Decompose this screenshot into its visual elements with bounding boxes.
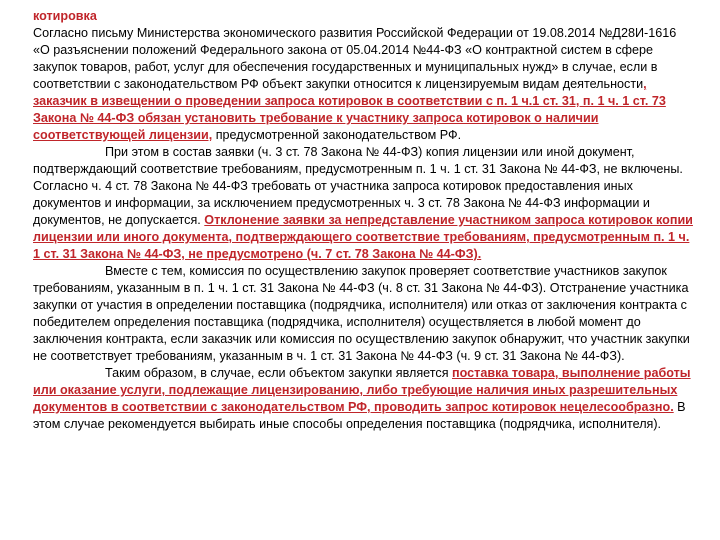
paragraph-tail: предусмотренной законодательством РФ. — [212, 128, 462, 142]
section-heading: котировка — [33, 9, 97, 23]
paragraph-commission-check — [33, 263, 693, 365]
document-body — [33, 8, 693, 433]
paragraph-text: При этом в состав заявки (ч. 3 ст. 78 Закона № 44-ФЗ) копия лицензии или иной документ, подтверждающий соответствие требованиям, предусмотренным п. 1 ч. 1 ст. 31 Закона № 44-ФЗ, не включены. Согласно ч. 4 ст. 78 Закона № 44-ФЗ требовать от участника запроса котировок предоставления иных документов и информации, за исключением предусмотренных ч. 3 ст. 78 Закона № 44-ФЗ информации и документов, не допускается. — [33, 145, 683, 227]
highlighted-requirement: , заказчик в извещении о проведении запроса котировок в соответствии с п. 1 ч.1 ст. 31, п. 1 ч. 1 ст. 73 Закона № 44-ФЗ обязан установить требование к участнику запроса котировок о наличии соответствующей лицензии, — [33, 77, 666, 142]
paragraph-tail: В этом случае рекомендуется выбирать иные способы определения поставщика (подрядчика, исполнителя). — [33, 400, 686, 431]
paragraph-application-contents — [33, 144, 693, 263]
paragraph-text: Вместе с тем, комиссия по осуществлению закупок проверяет соответствие участников закупок требованиям, указанным в п. 1 ч. 1 ст. 31 Закона № 44-ФЗ (ч. 8 ст. 31 Закона № 44-ФЗ). Отстранение участника закупки от участия в определении поставщика (подрядчика, исполнителя) или отказ от заключения контракта с победителем определения поставщика (подрядчика, исполнителя) осуществляется в любой момент до заключения контракта, если заказчик или комиссия по осуществлению закупок обнаружит, что участник закупки не соответствует требованиям, указанным в ч. 1 ст. 31 Закона № 44-ФЗ (ч. 9 ст. 31 Закона № 44-ФЗ). — [33, 264, 690, 363]
highlighted-rejection-rule: Отклонение заявки за непредставление участником запроса котировок копии лицензии или иного документа, подтверждающего соответствие требованиям, предусмотренным п. 1 ч. 1 ст. 31 Закона № 44-ФЗ, не предусмотрено (ч. 7 ст. 78 Закона № 44-ФЗ). — [33, 213, 693, 261]
paragraph-text: Согласно письму Министерства экономического развития Российской Федерации от 19.08.2014 №Д28И-1616 «О разъяснении положений Федерального закона от 05.04.2014 №44-ФЗ «О контрактной систем в сфере закупок товаров, работ, услуг для обеспечения государственных и муниципальных нужд» в случае, если в соответствии с законодательством РФ объект закупки относится к лицензируемым видам деятельности — [33, 26, 677, 91]
paragraph-text: Таким образом, в случае, если объектом закупки является — [105, 366, 453, 380]
paragraph-letter-reference — [33, 25, 693, 144]
paragraph-conclusion — [33, 365, 693, 433]
highlighted-conclusion: поставка товара, выполнение работы или оказание услуги, подлежащие лицензированию, либо требующие наличия иных разрешительных документов в соответствии с законодательством РФ, проводить запрос котировок нецелесообразно. — [33, 366, 691, 414]
